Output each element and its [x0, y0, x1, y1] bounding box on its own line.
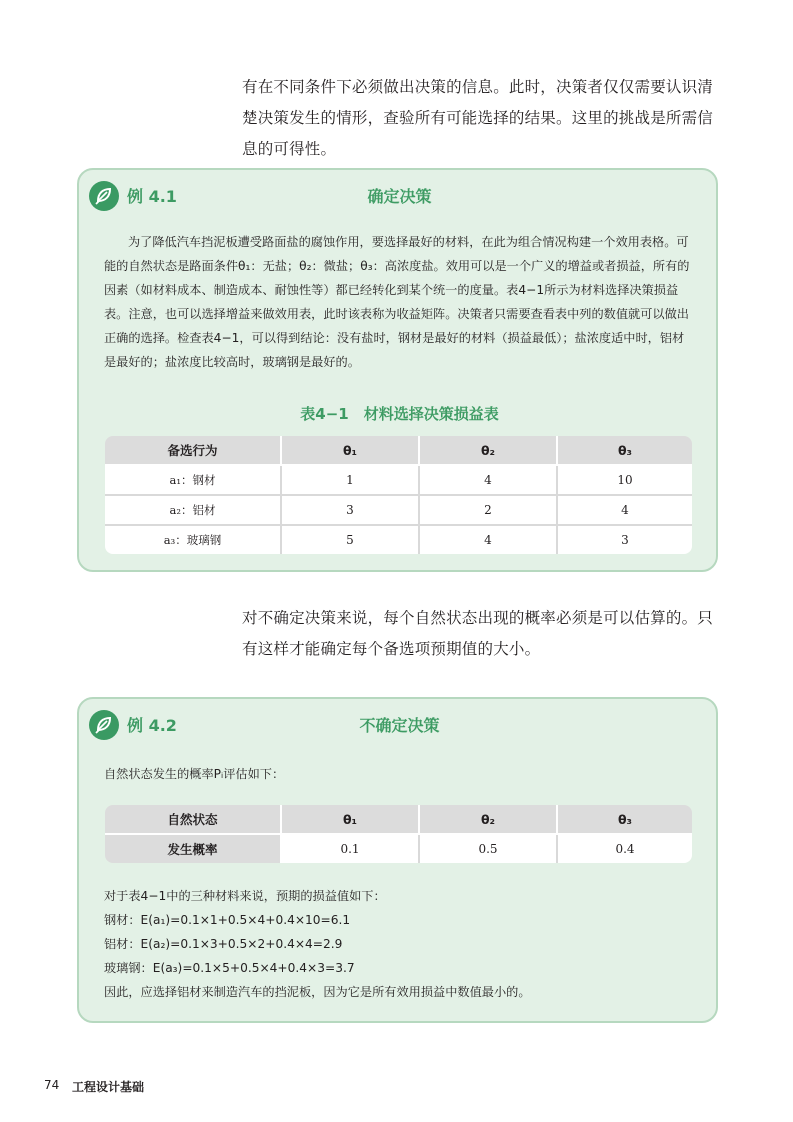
- table-row: [105, 496, 692, 526]
- table-header-row: [105, 805, 692, 835]
- conclusion-line: 因此，应选择铝材来制造汽车的挡泥板，因为它是所有效用损益中数值最小的。: [104, 985, 531, 999]
- table-cell: 4: [420, 466, 558, 496]
- expected-values: [104, 884, 694, 1004]
- row-label: 发生概率: [105, 835, 282, 863]
- aluminum-formula: 铝材：E(a₂)=0.1×3+0.5×2+0.4×4=2.9: [104, 937, 343, 951]
- example-title: 确定决策: [367, 187, 432, 206]
- table-cell: 4: [420, 526, 558, 554]
- table-cell: 0.1: [282, 835, 420, 863]
- row-label: a₂：铝材: [105, 496, 282, 526]
- table-cell: 1: [282, 466, 420, 496]
- table-row: [105, 466, 692, 496]
- example-intro: 自然状态发生的概率Pᵢ评估如下：: [104, 767, 285, 781]
- payoff-table: [105, 436, 692, 554]
- header-cell: 自然状态: [105, 805, 282, 835]
- mid-paragraph: 对不确定决策来说，每个自然状态出现的概率必须是可以估算的。只有这样才能确定每个备选项预期值的大小。: [242, 609, 714, 658]
- example-title: 不确定决策: [359, 716, 440, 735]
- steel-formula: 钢材：E(a₁)=0.1×1+0.5×4+0.4×10=6.1: [104, 913, 351, 927]
- table-cell: 5: [282, 526, 420, 554]
- table-header-row: [105, 436, 692, 466]
- table-cell: 2: [420, 496, 558, 526]
- table-cell: 10: [558, 466, 692, 496]
- example-body: 为了降低汽车挡泥板遭受路面盐的腐蚀作用，要选择最好的材料，在此为组合情况构建一个效用表格。可能的自然状态是路面条件θ₁：无盐；θ₂：微盐；θ₃：高浓度盐。效用可以是一个广义的增益或者损益，所有的因素（如材料成本、制造成本、耐蚀性等）都已经转化到某个统一的度量。表4−1所示为材料选择决策损益表。注意，也可以选择增益来做效用表，此时该表称为收益矩阵。决策者只需要查看表中列的数值就可以做出正确的选择。检查表4−1，可以得到结论：没有盐时，钢材是最好的材料（损益最低）；盐浓度适中时，铝材是最好的；盐浓度比较高时，玻璃钢是最好的。: [104, 235, 690, 369]
- header-cell: θ₃: [558, 436, 692, 466]
- table-cell: 0.5: [420, 835, 558, 863]
- table-row: [105, 526, 692, 554]
- table-cell: 0.4: [558, 835, 692, 863]
- example-box-4-2: [77, 697, 718, 1023]
- table-cell: 4: [558, 496, 692, 526]
- book-title: 工程设计基础: [72, 1080, 145, 1094]
- table-cell: 3: [558, 526, 692, 554]
- example-number: 例 4.2: [127, 716, 177, 735]
- table-cell: 3: [282, 496, 420, 526]
- row-label: a₁：钢材: [105, 466, 282, 496]
- intro-paragraph: 有在不同条件下必须做出决策的信息。此时，决策者仅仅需要认识清楚决策发生的情形，查验所有可能选择的结果。这里的挑战是所需信息的可得性。: [242, 78, 714, 158]
- header-cell: θ₂: [420, 805, 558, 835]
- header-cell: θ₂: [420, 436, 558, 466]
- table-caption: 表4−1 材料选择决策损益表: [300, 405, 499, 423]
- header-cell: θ₁: [282, 805, 420, 835]
- header-cell: 备选行为: [105, 436, 282, 466]
- example-number: 例 4.1: [127, 187, 177, 206]
- fiberglass-formula: 玻璃钢：E(a₃)=0.1×5+0.5×4+0.4×3=3.7: [104, 961, 355, 975]
- probability-table: [105, 805, 692, 863]
- row-label: a₃：玻璃钢: [105, 526, 282, 554]
- example-box-4-1: [77, 168, 718, 572]
- calc-intro-line: 对于表4−1中的三种材料来说，预期的损益值如下：: [104, 889, 386, 903]
- header-cell: θ₁: [282, 436, 420, 466]
- table-row: [105, 835, 692, 863]
- header-cell: θ₃: [558, 805, 692, 835]
- page-number: 74: [44, 1078, 60, 1092]
